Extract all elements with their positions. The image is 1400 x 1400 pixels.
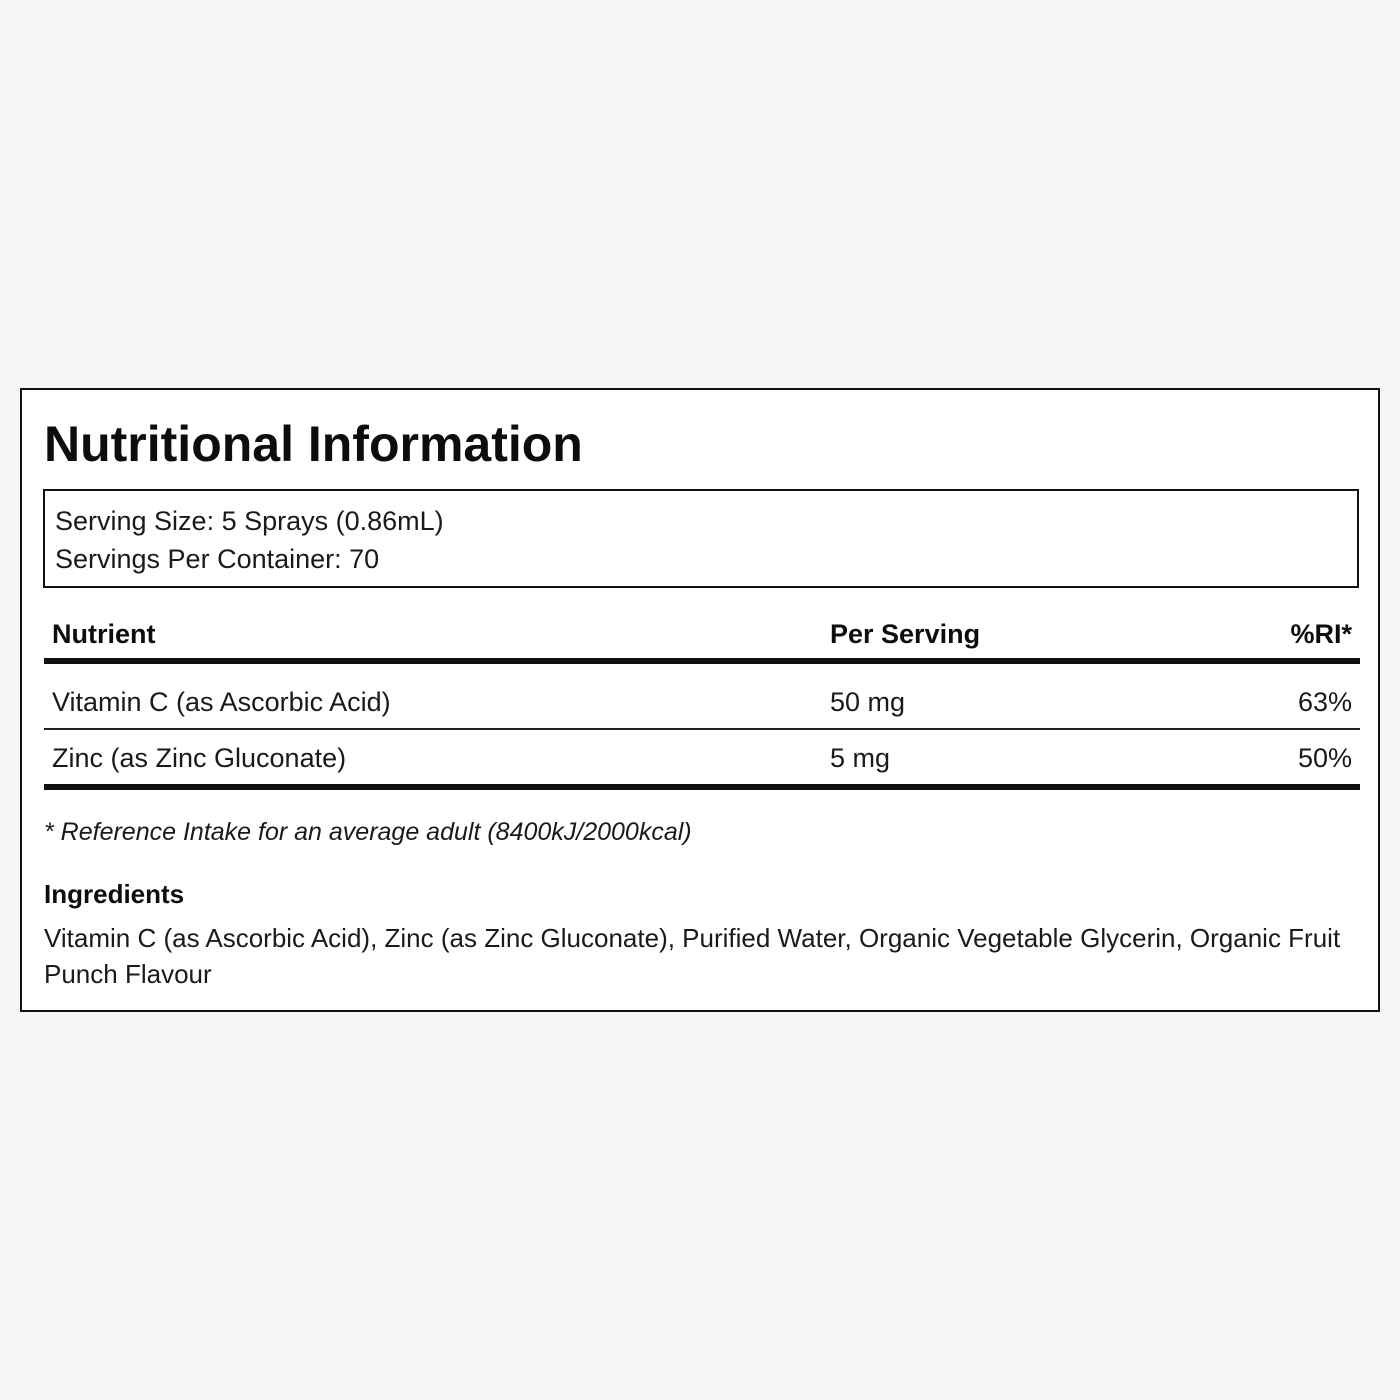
panel-title: Nutritional Information: [44, 416, 583, 472]
servings-per-container: Servings Per Container: 70: [55, 544, 380, 574]
header-nutrient: Nutrient: [52, 619, 156, 649]
ingredients-heading: Ingredients: [44, 879, 185, 909]
nutrient-amount: 5 mg: [830, 743, 891, 773]
nutrient-name: Vitamin C (as Ascorbic Acid): [52, 687, 391, 717]
table-row: [44, 738, 1360, 778]
nutrition-panel: [20, 388, 1380, 1012]
nutrient-amount: 50 mg: [830, 687, 906, 717]
header-per-serving: Per Serving: [830, 619, 981, 649]
serving-info-box: [43, 489, 1359, 588]
row-divider: [44, 728, 1360, 730]
serving-size: Serving Size: 5 Sprays (0.86mL): [55, 506, 444, 536]
header-ri: %RI*: [1290, 619, 1352, 649]
table-header: [44, 614, 1360, 654]
reference-intake-footnote: * Reference Intake for an average adult (8400kJ/2000kcal): [44, 818, 692, 846]
table-row: [44, 682, 1360, 722]
header-divider: [44, 658, 1360, 664]
nutrient-name: Zinc (as Zinc Gluconate): [52, 743, 347, 773]
ingredients-list: Vitamin C (as Ascorbic Acid), Zinc (as Zinc Gluconate), Purified Water, Organic Vegetable Glycerin, Organic Fruit Punch Flavour: [44, 923, 1341, 989]
nutrient-ri: 63%: [1297, 687, 1352, 717]
table-bottom-divider: [44, 784, 1360, 790]
nutrient-ri: 50%: [1297, 743, 1352, 773]
